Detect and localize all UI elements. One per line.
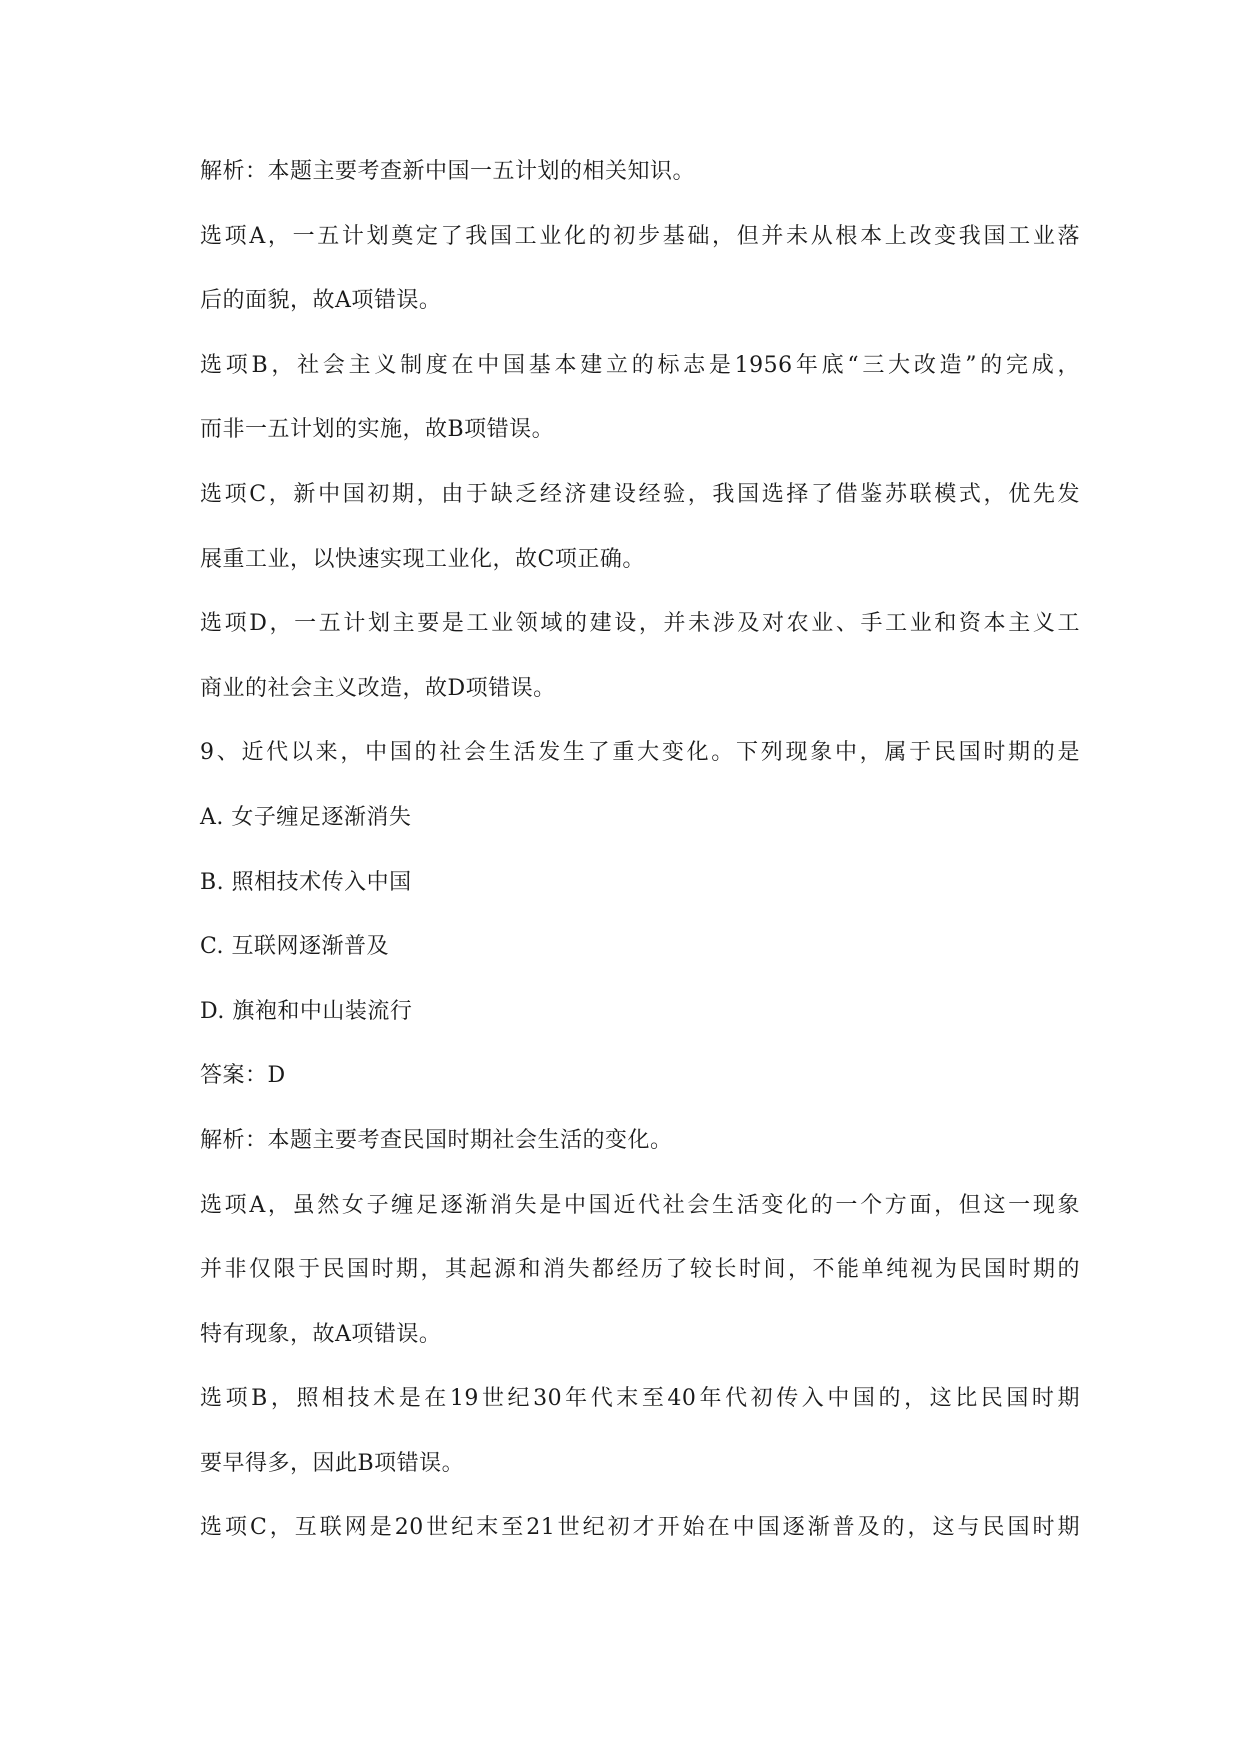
question-9-choice-c: C. 互联网逐渐普及 [200,934,390,960]
question-9-answer: 答案：D [200,1063,286,1089]
document-page [200,140,1080,1561]
q9-option-b-analysis-line-2: 要早得多，因此B项错误。 [200,1450,465,1476]
option-b-analysis-line-1: 选项B，社会主义制度在中国基本建立的标志是1956年底“三大改造”的完成， [200,352,1080,378]
q9-option-a-analysis-line-1: 选项A，虽然女子缠足逐渐消失是中国近代社会生活变化的一个方面，但这一现象 [200,1192,1080,1218]
option-a-analysis-line-2: 后的面貌，故A项错误。 [200,288,442,314]
q9-option-a-analysis-line-3: 特有现象，故A项错误。 [200,1321,442,1347]
option-b-analysis-line-2: 而非一五计划的实施，故B项错误。 [200,417,555,443]
option-c-analysis-line-2: 展重工业，以快速实现工业化，故C项正确。 [200,546,645,572]
option-d-analysis-line-2: 商业的社会主义改造，故D项错误。 [200,675,556,701]
q9-option-b-analysis-line-1: 选项B，照相技术是在19世纪30年代末至40年代初传入中国的，这比民国时期 [200,1386,1080,1412]
explanation-heading-q8: 解析：本题主要考查新中国一五计划的相关知识。 [200,159,696,184]
option-c-analysis-line-1: 选项C，新中国初期，由于缺乏经济建设经验，我国选择了借鉴苏联模式，优先发 [200,481,1080,507]
explanation-heading-q9: 解析：本题主要考查民国时期社会生活的变化。 [200,1127,673,1153]
question-9-stem: 9、近代以来，中国的社会生活发生了重大变化。下列现象中，属于民国时期的是 [200,740,1080,766]
q9-option-c-analysis-line-1: 选项C，互联网是20世纪末至21世纪初才开始在中国逐渐普及的，这与民国时期 [200,1515,1080,1541]
question-9-choice-a: A. 女子缠足逐渐消失 [200,804,412,830]
q9-option-a-analysis-line-2: 并非仅限于民国时期，其起源和消失都经历了较长时间，不能单纯视为民国时期的 [200,1257,1080,1283]
option-d-analysis-line-1: 选项D，一五计划主要是工业领域的建设，并未涉及对农业、手工业和资本主义工 [200,611,1080,637]
option-a-analysis-line-1: 选项A，一五计划奠定了我国工业化的初步基础，但并未从根本上改变我国工业落 [200,223,1080,249]
question-9-choice-d: D. 旗袍和中山装流行 [200,998,413,1024]
question-9-choice-b: B. 照相技术传入中国 [200,869,412,895]
